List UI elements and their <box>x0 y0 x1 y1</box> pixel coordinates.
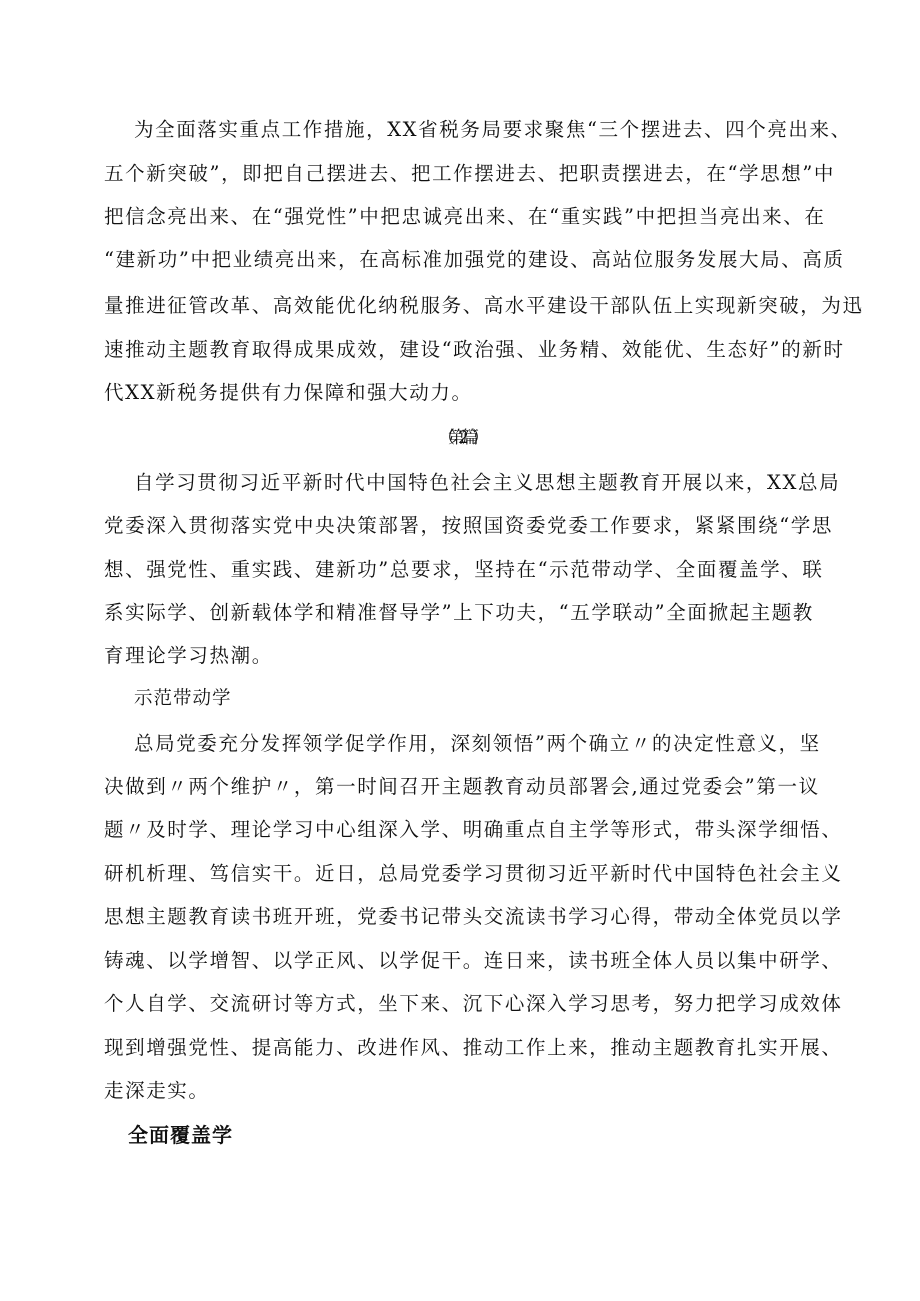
paragraph1-line: 五个新突破”，即把自己摆进去、把工作摆进去、把职责摆进去，在“学思想”中 <box>104 162 836 185</box>
paragraph1-line: 速推动主题教育取得成果成效，建设“政治强、业务精、效能优、生态好”的新时 <box>104 338 845 361</box>
paragraph1-line: 把信念亮出来、在“强党性”中把忠诚亮出来、在“重实践”中把担当亮出来、在 <box>104 205 826 228</box>
paragraph2-line: 想、强党性、重实践、建新功”总要求，坚持在“示范带动学、全面覆盖学、联 <box>104 558 824 581</box>
paragraph3-line: 研机析理、笃信实干。近日，总局党委学习贯彻习近平新时代中国特色社会主义 <box>104 862 843 885</box>
paragraph3-line: 走深走实。 <box>104 1079 210 1102</box>
paragraph1-line: 量推进征管改革、高效能优化纳税服务、高水平建设干部队伍上实现新突破，为迅 <box>104 294 864 317</box>
subheading-demonstration: 示范带动学 <box>134 688 232 709</box>
paragraph3-line: 铸魂、以学增智、以学正风、以学促干。连日来，读书班全体人员以集中研学、 <box>104 949 843 972</box>
paragraph2-line: 系实际学、创新载体学和精准督导学”上下功夫，“五学联动”全面掀起主题教 <box>104 601 814 624</box>
paragraph1-line: 代XX新税务提供有力保障和强大动力。 <box>104 381 473 404</box>
paragraph3-line: 个人自学、交流研讨等方式，坐下来、沉下心深入学习思考，努力把学习成效体 <box>104 992 843 1015</box>
paragraph2-line: 自学习贯彻习近平新时代中国特色社会主义思想主题教育开展以来，XX总局 <box>134 471 841 494</box>
paragraph1-line: 为全面落实重点工作措施，XX省税务局要求聚焦“三个摆进去、四个亮出来、 <box>134 118 852 141</box>
paragraph3-line: 思想主题教育读书班开班，党委书记带头交流读书学习心得，带动全体党员以学 <box>104 905 843 928</box>
paragraph3-line: 现到增强党性、提高能力、改进作风、推动工作上来，推动主题教育扎实开展、 <box>104 1036 843 1059</box>
paragraph3-line: 总局党委充分发挥领学促学作用，深刻领悟”两个确立〃的决定性意义，坚 <box>134 732 821 755</box>
subheading-full-coverage: 全面覆盖学 <box>128 1123 233 1147</box>
section-marker: （第2篇） <box>438 428 482 448</box>
paragraph1-line: “建新功”中把业绩亮出来，在高标准加强党的建设、高站位服务发展大局、高质 <box>104 248 845 271</box>
paragraph2-line: 党委深入贯彻落实党中央决策部署，按照国资委党委工作要求，紧紧围绕“学思 <box>104 514 833 537</box>
paragraph3-line: 决做到〃两个维护〃，第一时间召开主题教育动员部署会,通过党委会”第一议 <box>104 775 820 798</box>
paragraph2-line: 育理论学习热潮。 <box>104 644 273 667</box>
paragraph3-line: 题〃及时学、理论学习中心组深入学、明确重点自主学等形式，带头深学细悟、 <box>104 818 843 841</box>
